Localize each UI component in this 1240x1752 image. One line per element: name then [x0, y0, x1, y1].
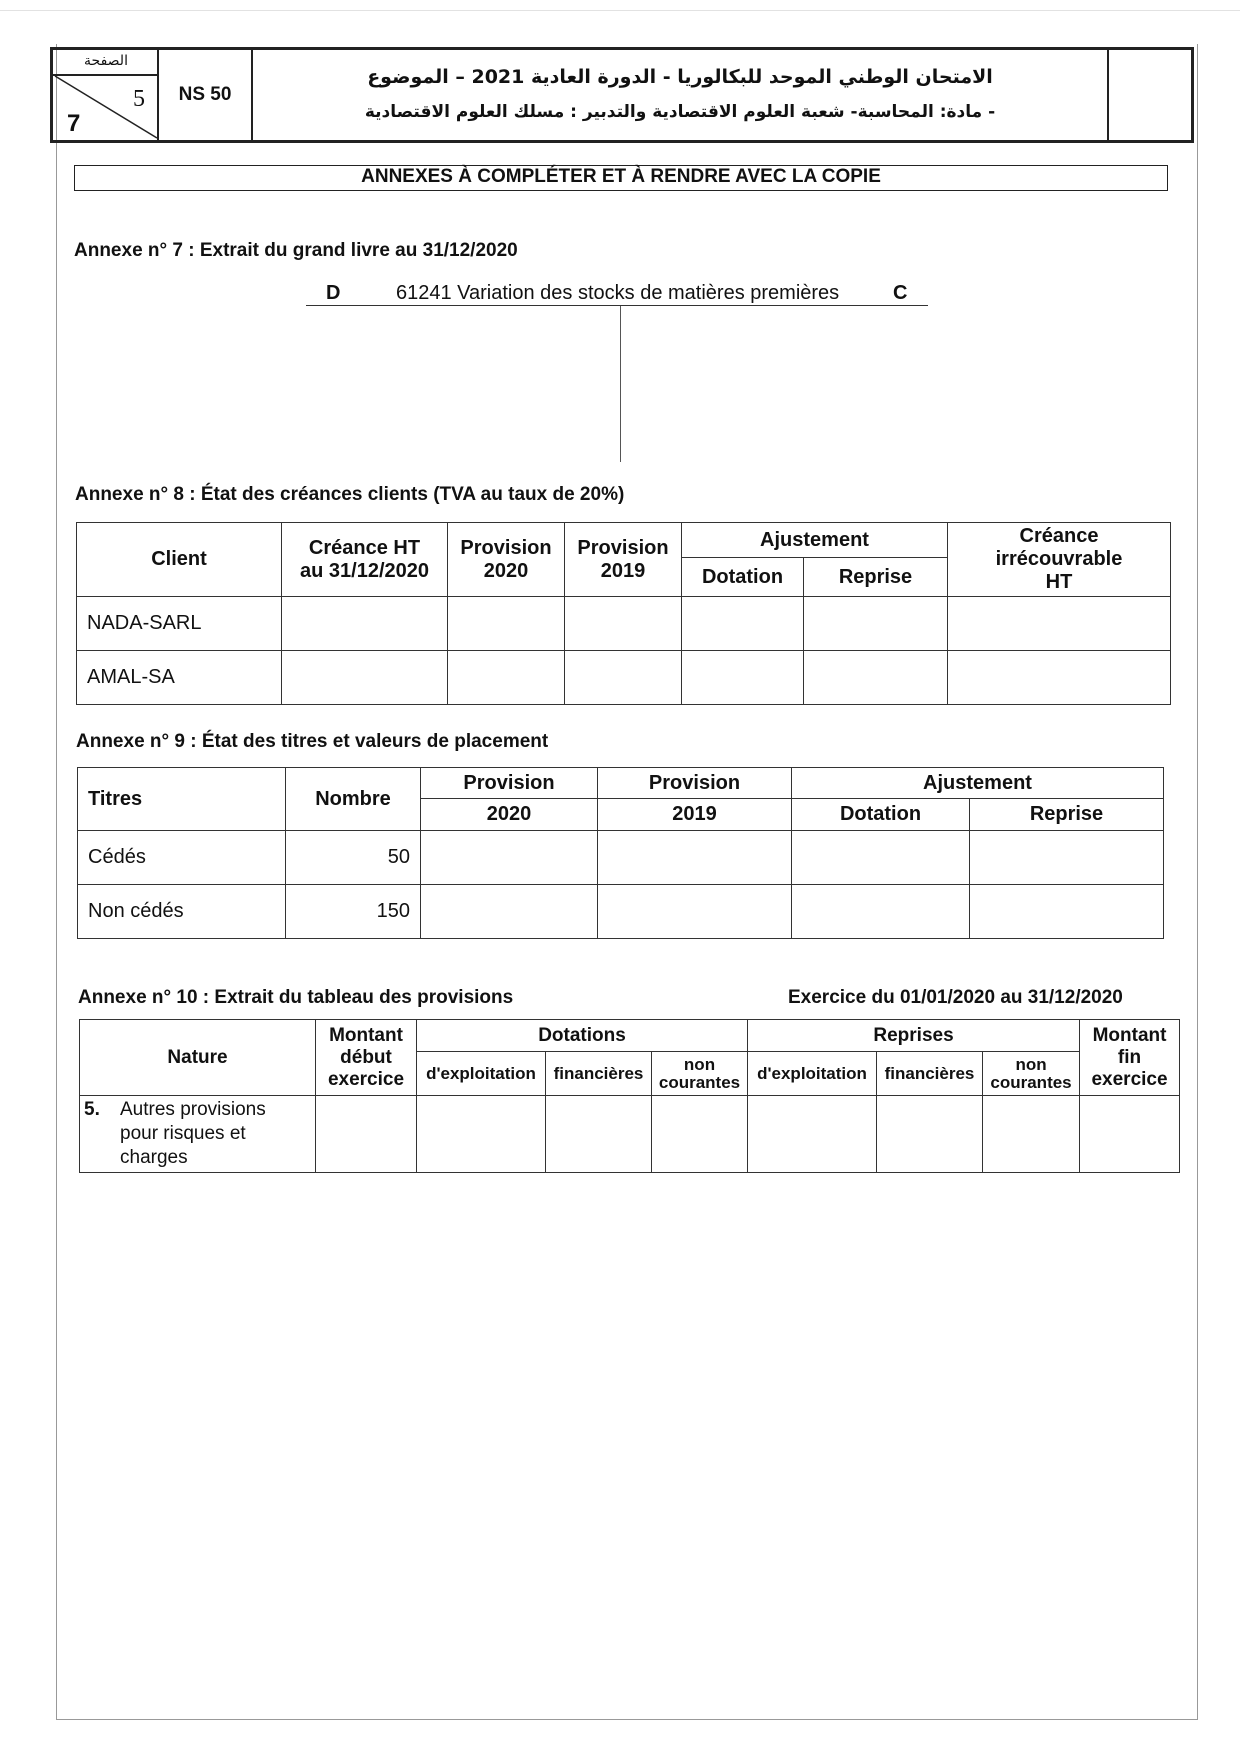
scan-top-edge	[0, 10, 1240, 11]
exam-header	[50, 47, 1194, 143]
montant-debut-line3: exercice	[327, 1068, 405, 1090]
col-provision-2020	[448, 523, 565, 597]
page-total: 7	[67, 110, 81, 137]
answer-cell[interactable]	[792, 885, 970, 939]
answer-cell[interactable]	[417, 1096, 546, 1173]
nature-cell	[80, 1096, 316, 1173]
header-empty-box	[1109, 50, 1191, 140]
nature-number: 5.	[84, 1099, 100, 1120]
col-year-2019: 2019	[598, 799, 792, 831]
answer-cell[interactable]	[282, 651, 448, 705]
annexe10-title: Annexe n° 10 : Extrait du tableau des provisions	[78, 987, 514, 1008]
montant-fin-line2: fin	[1117, 1046, 1142, 1068]
table-row	[77, 651, 1171, 705]
annexe8-title: Annexe n° 8 : État des créances clients (TVA au taux de 20%)	[75, 484, 625, 505]
exam-title-line-2: - مادة: المحاسبة- شعبة العلوم الاقتصادية والتدبير : مسلك العلوم الاقتصادية	[364, 102, 996, 122]
col-provision-b: Provision	[598, 768, 792, 799]
answer-cell[interactable]	[652, 1096, 748, 1173]
answer-cell[interactable]	[316, 1096, 417, 1173]
montant-fin-line1: Montant	[1092, 1024, 1167, 1046]
titres-table	[77, 767, 1164, 939]
col-montant-fin	[1080, 1020, 1180, 1096]
dot-non: non	[683, 1054, 716, 1074]
col-rep-financieres: financières	[877, 1052, 983, 1096]
client-name: AMAL-SA	[77, 651, 282, 705]
annexe10-exercice: Exercice du 01/01/2020 au 31/12/2020	[788, 987, 1123, 1008]
answer-cell[interactable]	[448, 651, 565, 705]
ledger-account-name: 61241 Variation des stocks de matières premières	[396, 282, 840, 304]
col-client: Client	[77, 523, 282, 597]
col-irr-line1: Créance	[1019, 525, 1099, 547]
answer-cell[interactable]	[877, 1096, 983, 1173]
rep-non: non	[1015, 1054, 1047, 1074]
exam-title	[253, 50, 1109, 140]
col-dotation: Dotation	[682, 558, 804, 597]
titres-label: Non cédés	[78, 885, 286, 939]
col-ajustement: Ajustement	[682, 523, 948, 558]
nombre-value: 150	[286, 885, 421, 939]
table-row	[80, 1096, 1180, 1173]
answer-cell[interactable]	[948, 651, 1171, 705]
col-creance-irrecouvrable	[948, 523, 1171, 597]
answer-cell[interactable]	[1080, 1096, 1180, 1173]
answer-cell[interactable]	[282, 597, 448, 651]
dot-courantes: courantes	[658, 1072, 741, 1092]
table-row	[78, 831, 1164, 885]
provisions-table	[79, 1019, 1180, 1173]
page-current: 5	[133, 86, 145, 112]
col-rep-exploitation: d'exploitation	[748, 1052, 877, 1096]
ledger-horizontal-line	[306, 305, 928, 306]
col-dotation: Dotation	[792, 799, 970, 831]
exam-code: NS 50	[159, 50, 253, 140]
ledger-vertical-line	[620, 306, 621, 462]
nature-line1: Autres provisions	[120, 1099, 266, 1120]
answer-cell[interactable]	[448, 597, 565, 651]
col-ajustement: Ajustement	[792, 768, 1164, 799]
col-nature: Nature	[80, 1020, 316, 1096]
annexe9-title: Annexe n° 9 : État des titres et valeurs de placement	[76, 731, 549, 752]
nature-line3: charges	[120, 1147, 188, 1168]
ledger-debit-label: D	[326, 282, 341, 304]
montant-debut-line1: Montant	[329, 1024, 403, 1046]
nature-line2: pour risques et	[120, 1123, 246, 1144]
col-creance-ht	[282, 523, 448, 597]
page-number-box	[53, 50, 159, 140]
col-provision-2019	[565, 523, 682, 597]
titres-label: Cédés	[78, 831, 286, 885]
col-dot-non-courantes	[652, 1052, 748, 1096]
table-row	[77, 597, 1171, 651]
nature-text	[120, 1098, 266, 1170]
col-rep-non-courantes	[983, 1052, 1080, 1096]
answer-cell[interactable]	[792, 831, 970, 885]
answer-cell[interactable]	[598, 885, 792, 939]
col-dotations: Dotations	[417, 1020, 748, 1052]
creances-table	[76, 522, 1171, 705]
answer-cell[interactable]	[970, 831, 1164, 885]
col-dot-financieres: financières	[546, 1052, 652, 1096]
answer-cell[interactable]	[748, 1096, 877, 1173]
col-montant-debut	[316, 1020, 417, 1096]
page-label: الصفحة	[53, 50, 159, 76]
col-titres: Titres	[78, 768, 286, 831]
col-provision-2019-line1: Provision	[577, 536, 669, 559]
annexes-banner: ANNEXES À COMPLÉTER ET À RENDRE AVEC LA COPIE	[74, 165, 1168, 191]
col-reprise: Reprise	[804, 558, 948, 597]
col-creance-ht-line1: Créance HT	[308, 536, 421, 559]
answer-cell[interactable]	[804, 651, 948, 705]
answer-cell[interactable]	[804, 597, 948, 651]
answer-cell[interactable]	[970, 885, 1164, 939]
answer-cell[interactable]	[421, 831, 598, 885]
client-name: NADA-SARL	[77, 597, 282, 651]
table-row	[78, 885, 1164, 939]
montant-debut-line2: début	[340, 1046, 392, 1068]
col-provision-a: Provision	[421, 768, 598, 799]
col-provision-2019-line2: 2019	[600, 559, 646, 582]
col-reprise: Reprise	[970, 799, 1164, 831]
annexe7-title: Annexe n° 7 : Extrait du grand livre au 31/12/2020	[74, 240, 518, 261]
col-irr-line2: irrécouvrable	[995, 548, 1123, 570]
answer-cell[interactable]	[421, 885, 598, 939]
rep-courantes: courantes	[990, 1072, 1072, 1092]
answer-cell[interactable]	[948, 597, 1171, 651]
exam-title-line-1: الامتحان الوطني الموحد للبكالوريا - الدورة العادية 2021 – الموضوع	[367, 66, 993, 88]
nombre-value: 50	[286, 831, 421, 885]
col-reprises: Reprises	[748, 1020, 1080, 1052]
col-nombre: Nombre	[286, 768, 421, 831]
col-irr-line3: HT	[1045, 571, 1073, 593]
col-dot-exploitation: d'exploitation	[417, 1052, 546, 1096]
col-year-2020: 2020	[421, 799, 598, 831]
answer-cell[interactable]	[546, 1096, 652, 1173]
col-provision-2020-line2: 2020	[483, 559, 529, 582]
answer-cell[interactable]	[565, 651, 682, 705]
answer-cell[interactable]	[682, 597, 804, 651]
answer-cell[interactable]	[983, 1096, 1080, 1173]
montant-fin-line3: exercice	[1091, 1068, 1168, 1090]
col-creance-ht-line2: au 31/12/2020	[300, 559, 429, 582]
answer-cell[interactable]	[565, 597, 682, 651]
col-provision-2020-line1: Provision	[460, 536, 552, 559]
answer-cell[interactable]	[598, 831, 792, 885]
ledger-credit-label: C	[893, 282, 908, 304]
answer-cell[interactable]	[682, 651, 804, 705]
